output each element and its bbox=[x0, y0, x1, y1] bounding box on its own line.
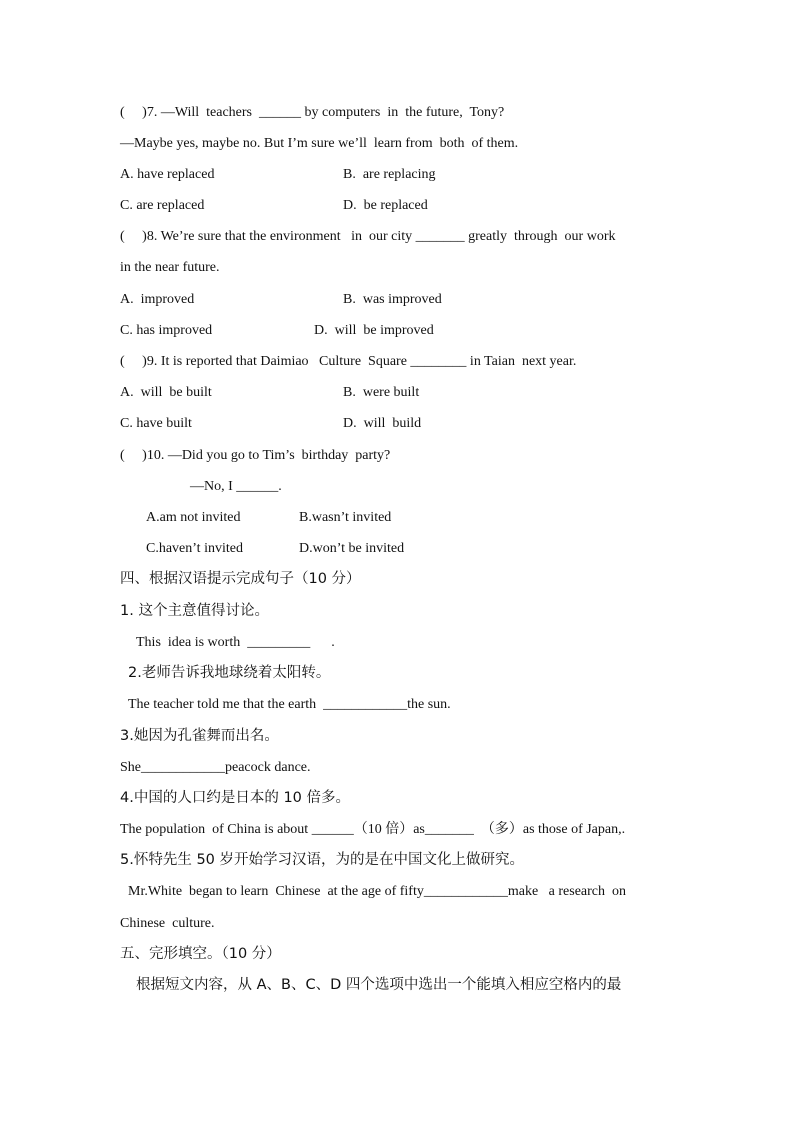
q7-option-d: D. be replaced bbox=[343, 198, 428, 213]
section5-heading: 五、完形填空。（10 分） bbox=[120, 946, 281, 962]
q7-option-a: A. have replaced bbox=[120, 167, 215, 182]
section5-instruction: 根据短文内容，从 A、B、C、D 四个选项中选出一个能填入相应空格内的最 bbox=[136, 977, 622, 993]
q8-option-c: C. has improved bbox=[120, 323, 213, 338]
q10-option-d: D.won’t be invited bbox=[299, 541, 405, 556]
q10-option-b: B.wasn’t invited bbox=[299, 510, 392, 525]
q8-stem-continued: in the near future. bbox=[120, 260, 220, 275]
section4-item4-chinese: 4.中国的人口约是日本的 10 倍多。 bbox=[120, 790, 351, 806]
q8-option-d: D. will be improved bbox=[314, 323, 434, 338]
q10-option-a: A.am not invited bbox=[146, 510, 241, 525]
section4-item4-english: The population of China is about ______（10 倍）as_______ （多）as those of Japan,. bbox=[120, 822, 626, 837]
q9-option-c: C. have built bbox=[120, 416, 192, 431]
section4-item3-chinese: 3.她因为孔雀舞而出名。 bbox=[120, 728, 279, 744]
q9-option-a: A. will be built bbox=[120, 385, 212, 400]
q10-option-c: C.haven’t invited bbox=[146, 541, 243, 556]
section4-heading: 四、根据汉语提示完成句子（10 分） bbox=[120, 571, 361, 587]
q7-option-c: C. are replaced bbox=[120, 198, 205, 213]
q7-reply: —Maybe yes, maybe no. But I’m sure we’ll learn from both of them. bbox=[120, 136, 519, 151]
section4-item1-english: This idea is worth _________ . bbox=[136, 635, 335, 650]
section4-item3-english: She____________peacock dance. bbox=[120, 760, 311, 775]
section4-item5-chinese: 5.怀特先生 50 岁开始学习汉语，为的是在中国文化上做研究。 bbox=[120, 852, 525, 868]
q10-reply: —No, I ______. bbox=[190, 479, 282, 494]
q7-option-b: B. are replacing bbox=[343, 167, 436, 182]
q8-option-b: B. was improved bbox=[343, 292, 442, 307]
q9-option-d: D. will build bbox=[343, 416, 422, 431]
section4-item5-english-continued: Chinese culture. bbox=[120, 916, 215, 931]
section4-item2-chinese: 2.老师告诉我地球绕着太阳转。 bbox=[128, 665, 331, 681]
q9-option-b: B. were built bbox=[343, 385, 420, 400]
section4-item2-english: The teacher told me that the earth ____________the sun. bbox=[128, 697, 451, 712]
q10-stem: ( )10. —Did you go to Tim’s birthday party? bbox=[120, 448, 391, 463]
q8-option-a: A. improved bbox=[120, 292, 195, 307]
section4-item1-chinese: 1. 这个主意值得讨论。 bbox=[120, 603, 269, 619]
section4-item5-english: Mr.White began to learn Chinese at the age of fifty____________make a research on bbox=[128, 884, 627, 899]
q9-stem: ( )9. It is reported that Daimiao Culture Square ________ in Taian next year. bbox=[120, 354, 577, 369]
q8-stem: ( )8. We’re sure that the environment in our city _______ greatly through our work bbox=[120, 229, 616, 244]
q7-stem: ( )7. —Will teachers ______ by computers in the future, Tony? bbox=[120, 105, 505, 120]
